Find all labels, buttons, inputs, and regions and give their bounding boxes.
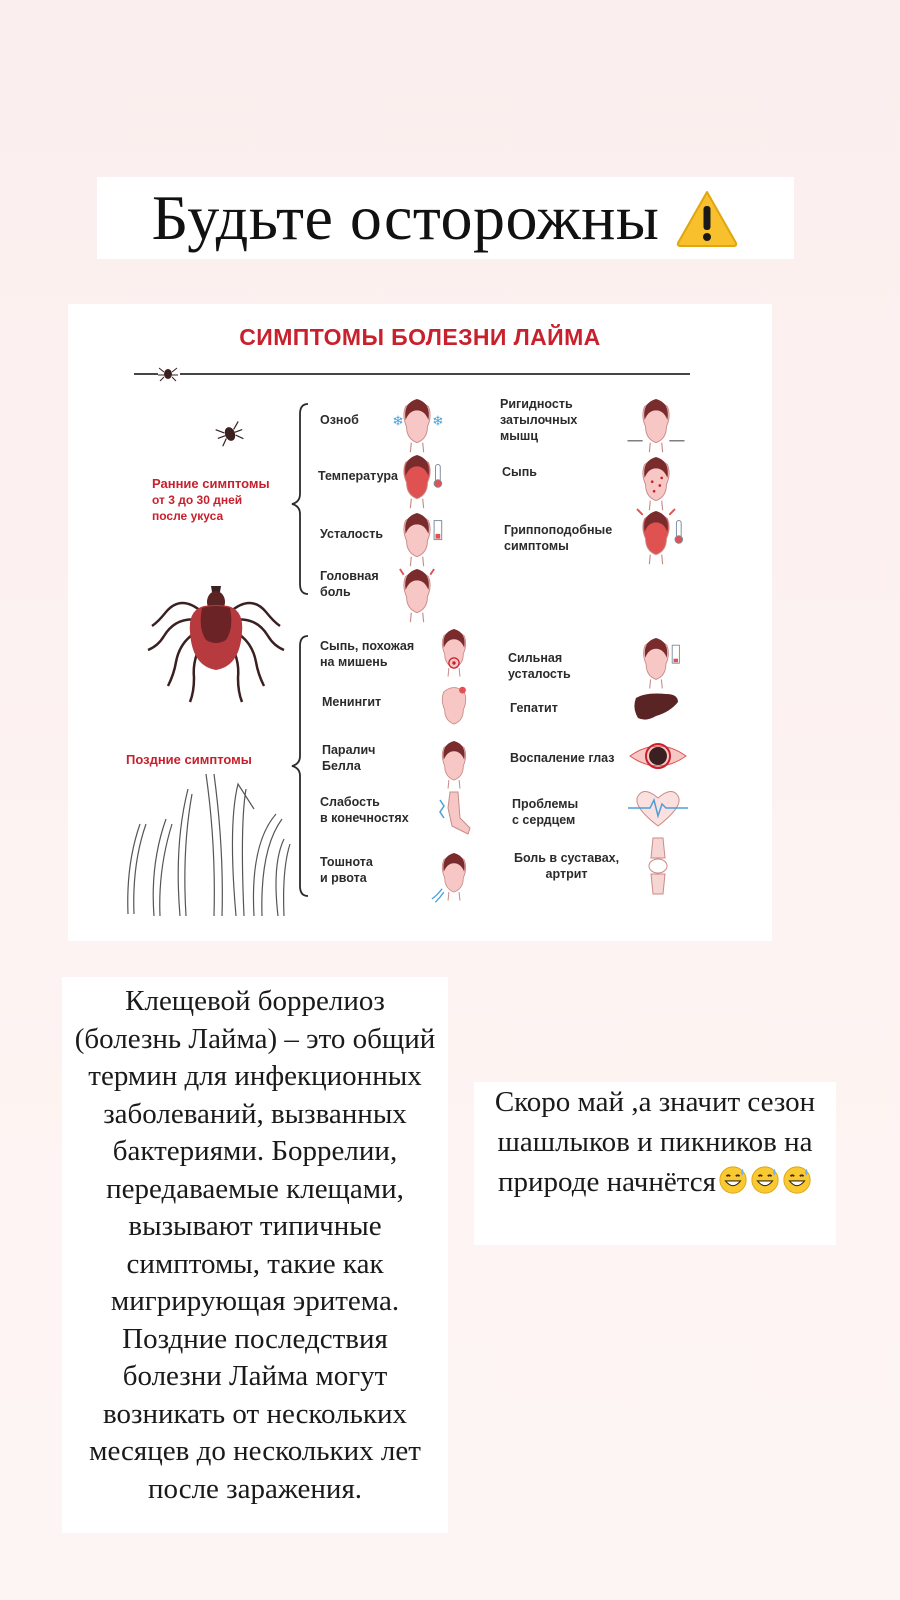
symptom-bell-palsy: Паралич Белла bbox=[322, 743, 376, 773]
grinning-sweat-emoji bbox=[782, 1165, 812, 1195]
eye-inflammation-icon bbox=[630, 744, 686, 768]
infographic-title: СИМПТОМЫ БОЛЕЗНИ ЛАЙМА bbox=[239, 324, 601, 350]
symptom-nausea: Тошнота и рвота bbox=[320, 855, 373, 885]
headache-head-icon bbox=[400, 569, 434, 622]
nausea-head-icon bbox=[432, 853, 466, 902]
tick-illustration bbox=[148, 586, 284, 702]
grinning-sweat-emoji bbox=[750, 1165, 780, 1195]
svg-text:❄: ❄ bbox=[392, 414, 404, 430]
symptom-limb-weakness: Слабость в конечностях bbox=[320, 795, 409, 825]
svg-text:❄: ❄ bbox=[432, 414, 444, 430]
lyme-description-box bbox=[62, 977, 448, 1533]
fatigue-head-icon bbox=[404, 513, 442, 566]
symptom-fever: Температура bbox=[318, 469, 398, 483]
symptom-flu-like: Гриппоподобные симптомы bbox=[504, 523, 613, 553]
early-symptoms-period: от 3 до 30 дней после укуса bbox=[152, 493, 243, 523]
may-note-text: Скоро май ,а значит сезон шашлыков и пикников на природе начнётся bbox=[494, 1086, 816, 1198]
early-symptoms-label bbox=[152, 476, 270, 524]
lyme-symptoms-infographic bbox=[68, 304, 772, 941]
flu-head-icon bbox=[637, 509, 683, 564]
heart-problems-icon bbox=[628, 791, 688, 826]
symptom-fatigue: Усталость bbox=[320, 527, 384, 541]
infographic-graphics bbox=[68, 304, 772, 941]
symptom-severe-fatigue: Сильная усталость bbox=[508, 651, 571, 681]
symptom-stiff-neck: Ригидность затылочных мышц bbox=[500, 397, 578, 443]
symptom-target-rash: Сыпь, похожая на мишень bbox=[320, 639, 415, 669]
grinning-sweat-emoji bbox=[718, 1165, 748, 1195]
symptom-rash: Сыпь bbox=[502, 465, 537, 479]
early-symptoms-title: Ранние симптомы bbox=[152, 476, 270, 491]
chills-head-icon bbox=[392, 399, 443, 452]
joint-pain-icon bbox=[649, 838, 667, 894]
symptom-hepatitis: Гепатит bbox=[510, 701, 558, 715]
story-title: Будьте осторожны bbox=[151, 182, 660, 253]
late-symptoms-label: Поздние симптомы bbox=[126, 752, 252, 767]
symptom-chills: Озноб bbox=[320, 413, 359, 427]
warning-icon bbox=[675, 188, 739, 248]
symptom-joint-pain: Боль в суставах, артрит bbox=[514, 851, 620, 881]
bell-palsy-head-icon bbox=[442, 741, 465, 789]
story-title-banner bbox=[97, 177, 794, 259]
crawling-tick-icon bbox=[215, 421, 246, 447]
limb-weakness-icon bbox=[440, 792, 470, 834]
symptom-eye-inflammation: Воспаление глаз bbox=[510, 751, 615, 765]
stiff-neck-head-icon bbox=[628, 399, 685, 452]
severe-fatigue-head-icon bbox=[644, 638, 680, 688]
rash-head-icon bbox=[643, 457, 669, 510]
meningitis-head-icon bbox=[442, 687, 466, 724]
symptom-meningitis: Менингит bbox=[322, 695, 382, 709]
lyme-description-text: Клещевой боррелиоз (болезнь Лайма) – это общий термин для инфекционных заболеваний, вызванных бактериями. Боррелии, передаваемые клещами, вызывают типичные симптомы, такие как мигрирующая эритема. Поздние последствия болезни Лайма могут возникать от нескольких месяцев до нескольких лет после заражения. bbox=[74, 985, 436, 1505]
may-note-box bbox=[474, 1082, 836, 1245]
liver-icon bbox=[634, 694, 678, 720]
may-note-paragraph bbox=[474, 1082, 836, 1202]
grass-illustration bbox=[128, 774, 290, 916]
fever-head-icon bbox=[404, 455, 442, 508]
symptom-headache: Головная боль bbox=[320, 569, 379, 599]
target-rash-head-icon bbox=[442, 629, 465, 677]
symptom-heart-problems: Проблемы с сердцем bbox=[512, 797, 579, 827]
small-tick-icon bbox=[158, 368, 178, 381]
